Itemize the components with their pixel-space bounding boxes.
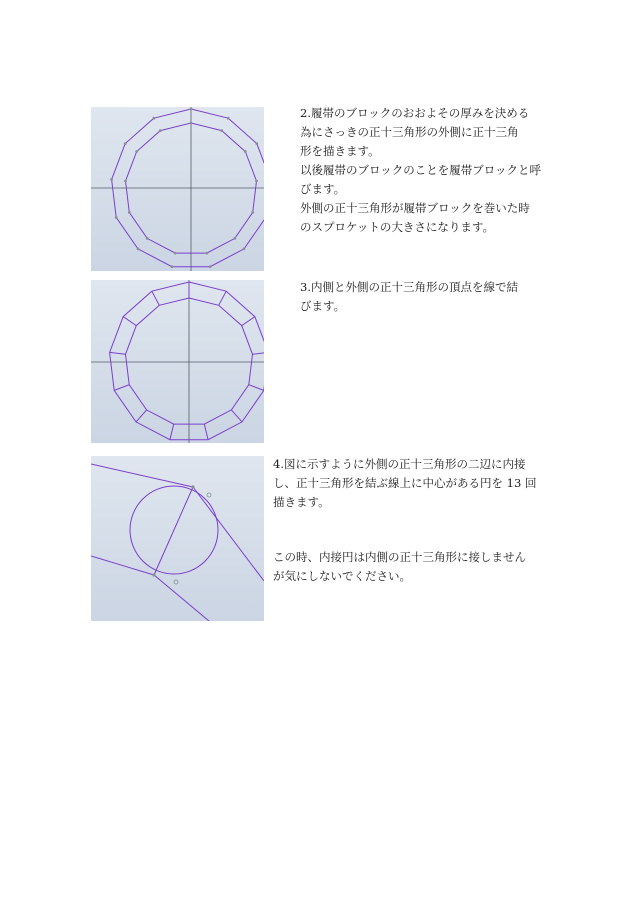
step-3-line: びます。: [300, 299, 346, 313]
vertex-point: [227, 117, 230, 120]
step-4-note-line: この時、内接円は内側の正十三角形に接しません: [273, 550, 526, 564]
vertex-point: [233, 237, 236, 240]
step-2-text: [300, 104, 541, 237]
vertex-connecting-line: [204, 424, 208, 440]
tangent-point: [174, 580, 178, 584]
vertex-connecting-line: [231, 410, 242, 422]
vertex-point: [190, 122, 193, 125]
step-4-text: [273, 455, 536, 512]
vertex-point: [110, 178, 113, 181]
inner-edge-right: [154, 575, 209, 621]
vertex-point: [255, 142, 258, 145]
vertex-point: [152, 573, 155, 576]
vertex-point: [243, 248, 246, 251]
tangent-point: [207, 493, 211, 497]
vertex-point: [190, 108, 193, 111]
vertex-connecting-line: [123, 317, 136, 326]
vertex-point: [152, 117, 155, 120]
vertex-connecting-lines: [110, 282, 264, 440]
step-2-line: 以後履帯のブロックのことを履帯ブロックと呼: [300, 163, 542, 177]
vertex-point: [209, 265, 212, 268]
sketch-two-tridecagons: [91, 107, 264, 271]
step-3-line: 3.内側と外側の正十三角形の頂点を線で結: [300, 280, 518, 294]
vertex-connecting-line: [170, 424, 174, 440]
step-2-line: びます。: [300, 182, 346, 196]
outer-tridecagon: [110, 282, 264, 440]
vertex-point: [251, 211, 254, 214]
step-4-line: 描きます。: [273, 495, 330, 509]
vertex-point: [171, 265, 174, 268]
vertex-connecting-line: [249, 385, 264, 391]
step-2-line: 為にさっきの正十三角形の外側に正十三角: [300, 125, 519, 139]
vertex-connecting-line: [219, 291, 227, 305]
vertex-point: [191, 485, 194, 488]
vertex-connecting-line: [114, 385, 129, 391]
step-2-line: 2.履帯のブロックのおおよその厚みを決める: [300, 106, 530, 120]
vertex-connecting-line: [152, 291, 160, 305]
vertex-point: [174, 252, 177, 255]
vertex-point: [135, 150, 138, 153]
sketch-connected-tridecagons: [91, 280, 264, 443]
vertex-connecting-line: [136, 410, 147, 422]
step-4-note-line: が気にしないでください。: [273, 569, 411, 583]
vertex-point: [146, 237, 149, 240]
step-2-line: 形を描きます。: [300, 144, 380, 158]
figure-inscribed-circle: [91, 456, 264, 621]
vertex-point: [124, 142, 127, 145]
vertex-point: [159, 129, 162, 132]
vertex-point: [205, 252, 208, 255]
step-2-line: 外側の正十三角形が履帯ブロックを巻いた時: [300, 201, 530, 215]
vertex-point: [137, 248, 140, 251]
connecting-line: [154, 487, 193, 575]
figure-connected-tridecagons: [91, 280, 264, 443]
vertex-point: [128, 211, 131, 214]
figure-outer-tridecagon: [91, 107, 264, 271]
outer-edge-upper: [91, 464, 193, 487]
inner-edge-lower: [91, 556, 154, 575]
step-2-line: のスプロケットの大きさになります。: [300, 220, 495, 234]
step-3-text: [300, 278, 518, 316]
step-4-line: し、正十三角形を結ぶ線上に中心がある円を 13 回: [273, 476, 537, 490]
vertex-connecting-line: [110, 352, 126, 354]
vertex-point: [255, 180, 258, 183]
vertex-point: [220, 129, 223, 132]
vertex-connecting-line: [253, 352, 265, 354]
vertex-point: [115, 216, 118, 219]
outer-edge-right: [193, 487, 264, 581]
step-4-line: 4.図に示すように外側の正十三角形の二辺に内接: [273, 457, 526, 471]
step-4-note: [273, 548, 526, 586]
vertex-connecting-line: [242, 317, 255, 326]
vertex-point: [124, 180, 127, 183]
vertex-point: [244, 150, 247, 153]
sketch-inscribed-circle: [91, 456, 264, 621]
